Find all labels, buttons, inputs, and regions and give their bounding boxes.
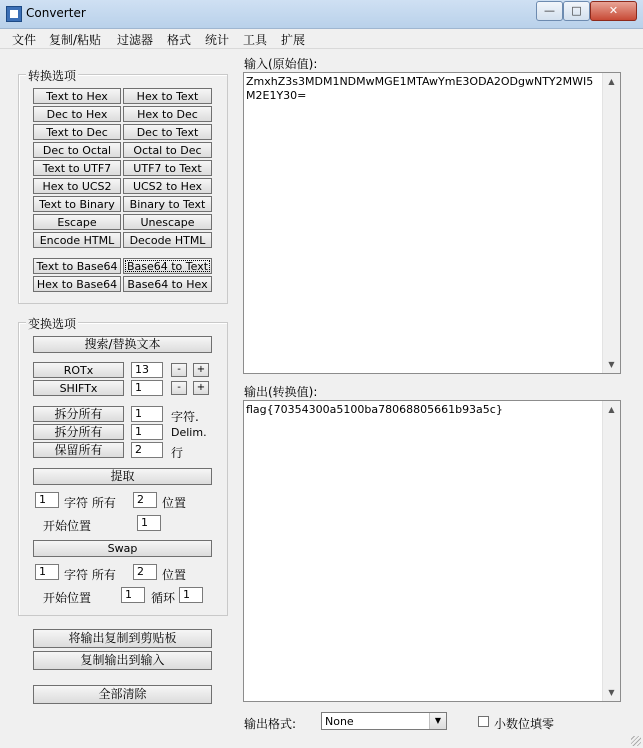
- extract-char-label: 字符 所有: [64, 496, 116, 510]
- scroll-down-icon[interactable]: ▼: [608, 360, 615, 369]
- split-delim-unit: Delim.: [171, 426, 207, 439]
- text-to-hex-button[interactable]: Text to Hex: [33, 88, 121, 104]
- text-to-dec-button[interactable]: Text to Dec: [33, 124, 121, 140]
- decimal-pad-label: 小数位填零: [494, 717, 555, 731]
- maximize-button[interactable]: □: [563, 1, 590, 21]
- shiftx-button[interactable]: SHIFTx: [33, 380, 124, 396]
- swap-start-label: 开始位置: [43, 591, 92, 605]
- extract-button[interactable]: 提取: [33, 468, 212, 485]
- output-format-select[interactable]: [321, 712, 447, 730]
- keep-lines-field[interactable]: 2: [131, 442, 163, 458]
- split-chars-unit: 字符.: [171, 410, 199, 424]
- resize-grip[interactable]: [631, 736, 641, 746]
- swap-loop-field[interactable]: 1: [179, 587, 203, 603]
- shift-plus-button[interactable]: +: [193, 381, 209, 395]
- swap-char-label: 字符 所有: [64, 568, 116, 582]
- input-text: ZmxhZ3s3MDM1NDMwMGE1MTAwYmE3ODA2ODgwNTY2MWI5M2E1Y30=: [246, 75, 594, 102]
- transform-options-title: 变换选项: [28, 317, 77, 331]
- dec-to-text-button[interactable]: Dec to Text: [123, 124, 212, 140]
- scroll-up-icon[interactable]: ▲: [608, 405, 615, 414]
- rot-value-field[interactable]: 13: [131, 362, 163, 378]
- input-scrollbar[interactable]: [602, 73, 620, 373]
- keep-lines-unit: 行: [171, 446, 184, 460]
- text-to-utf7-button[interactable]: Text to UTF7: [33, 160, 121, 176]
- encode-html-button[interactable]: Encode HTML: [33, 232, 121, 248]
- hex-to-base64-button[interactable]: Hex to Base64: [33, 276, 121, 292]
- scroll-down-icon[interactable]: ▼: [608, 688, 615, 697]
- input-textarea[interactable]: [243, 72, 621, 374]
- search-replace-button[interactable]: 搜索/替换文本: [33, 336, 212, 353]
- decode-html-button[interactable]: Decode HTML: [123, 232, 212, 248]
- hex-to-ucs2-button[interactable]: Hex to UCS2: [33, 178, 121, 194]
- shift-minus-button[interactable]: -: [171, 381, 187, 395]
- binary-to-text-button[interactable]: Binary to Text: [123, 196, 212, 212]
- extract-start-field[interactable]: 1: [137, 515, 161, 531]
- ucs2-to-hex-button[interactable]: UCS2 to Hex: [123, 178, 212, 194]
- extract-start-label: 开始位置: [43, 519, 92, 533]
- scroll-up-icon[interactable]: ▲: [608, 77, 615, 86]
- menu-filter[interactable]: 过滤器: [117, 33, 154, 47]
- output-format-label: 输出格式:: [244, 717, 297, 731]
- shift-value-field[interactable]: 1: [131, 380, 163, 396]
- swap-pos-label: 位置: [162, 568, 187, 582]
- swap-char-field[interactable]: 1: [35, 564, 59, 580]
- swap-button[interactable]: Swap: [33, 540, 212, 557]
- menu-bar: [0, 29, 643, 49]
- output-format-value: None: [325, 715, 354, 728]
- window-title: Converter: [26, 6, 86, 20]
- dec-to-hex-button[interactable]: Dec to Hex: [33, 106, 121, 122]
- hex-to-text-button[interactable]: Hex to Text: [123, 88, 212, 104]
- menu-copy-paste[interactable]: 复制/粘贴: [49, 33, 102, 47]
- swap-pos-field[interactable]: 2: [133, 564, 157, 580]
- clear-all-button[interactable]: 全部清除: [33, 685, 212, 704]
- hex-to-dec-button[interactable]: Hex to Dec: [123, 106, 212, 122]
- text-to-base64-button[interactable]: Text to Base64: [33, 258, 121, 274]
- base64-to-text-button[interactable]: Base64 to Text: [123, 258, 212, 274]
- menu-extend[interactable]: 扩展: [281, 33, 306, 47]
- convert-options-title: 转换选项: [28, 69, 77, 83]
- minimize-button[interactable]: —: [536, 1, 563, 21]
- menu-tools[interactable]: 工具: [243, 33, 268, 47]
- split-delim-field[interactable]: 1: [131, 424, 163, 440]
- dropdown-arrow-icon[interactable]: ▼: [429, 713, 446, 729]
- app-icon: [6, 6, 22, 22]
- octal-to-dec-button[interactable]: Octal to Dec: [123, 142, 212, 158]
- output-text: flag{70354300a5100ba78068805661b93a5c}: [246, 403, 503, 416]
- output-textarea[interactable]: [243, 400, 621, 702]
- extract-pos-field[interactable]: 2: [133, 492, 157, 508]
- escape-button[interactable]: Escape: [33, 214, 121, 230]
- output-scrollbar[interactable]: [602, 401, 620, 701]
- swap-start-field[interactable]: 1: [121, 587, 145, 603]
- menu-stats[interactable]: 统计: [205, 33, 230, 47]
- menu-file[interactable]: 文件: [12, 33, 37, 47]
- base64-to-hex-button[interactable]: Base64 to Hex: [123, 276, 212, 292]
- output-label: 输出(转换值):: [244, 385, 318, 399]
- split-chars-button[interactable]: 拆分所有: [33, 406, 124, 422]
- close-button[interactable]: ✕: [590, 1, 637, 21]
- extract-pos-label: 位置: [162, 496, 187, 510]
- swap-loop-label: 循环: [151, 591, 176, 605]
- decimal-pad-checkbox[interactable]: [478, 716, 489, 727]
- rotx-button[interactable]: ROTx: [33, 362, 124, 378]
- input-label: 输入(原始值):: [244, 57, 318, 71]
- copy-output-to-input-button[interactable]: 复制输出到输入: [33, 651, 212, 670]
- dec-to-octal-button[interactable]: Dec to Octal: [33, 142, 121, 158]
- split-delim-button[interactable]: 拆分所有: [33, 424, 124, 440]
- rot-minus-button[interactable]: -: [171, 363, 187, 377]
- rot-plus-button[interactable]: +: [193, 363, 209, 377]
- title-bar[interactable]: [0, 0, 643, 29]
- menu-format[interactable]: 格式: [167, 33, 192, 47]
- text-to-binary-button[interactable]: Text to Binary: [33, 196, 121, 212]
- extract-char-field[interactable]: 1: [35, 492, 59, 508]
- split-chars-field[interactable]: 1: [131, 406, 163, 422]
- utf7-to-text-button[interactable]: UTF7 to Text: [123, 160, 212, 176]
- copy-to-clipboard-button[interactable]: 将输出复制到剪贴板: [33, 629, 212, 648]
- keep-lines-button[interactable]: 保留所有: [33, 442, 124, 458]
- unescape-button[interactable]: Unescape: [123, 214, 212, 230]
